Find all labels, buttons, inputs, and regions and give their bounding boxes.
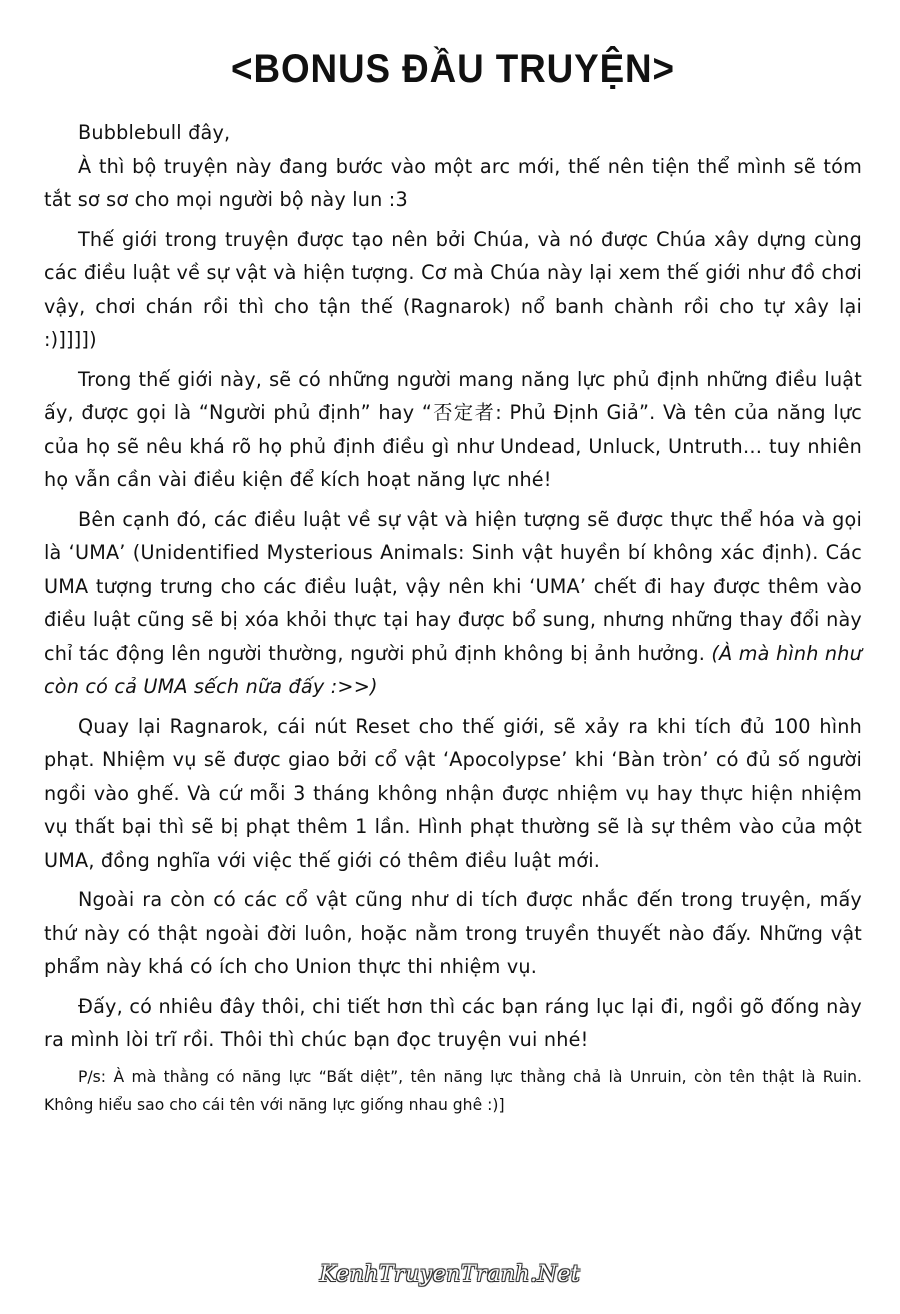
postscript-note: P/s: À mà thằng có năng lực “Bất diệt”, tên năng lực thằng chả là Unruin, còn tên thật là Ruin. Không hiểu sao cho cái tên với năng lực giống nhau ghê :)]: [44, 1067, 862, 1114]
uma-paragraph: [44, 503, 862, 704]
page-title: <BONUS ĐẦU TRUYỆN>: [231, 47, 675, 91]
world-paragraph: Thế giới trong truyện được tạo nên bởi Chúa, và nó được Chúa xây dựng cùng các điều luật về sự vật và hiện tượng. Cơ mà Chúa này lại xem thế giới như đồ chơi vậy, chơi chán rồi thì cho tận thế (Ragnarok) nổ banh chành rồi cho tự xây lại :)]]]]): [44, 227, 862, 351]
uma-aside-note: (À mà hình như còn có cả UMA sếch nữa đấy :>>): [44, 641, 862, 698]
uma-paragraph-text: Bên cạnh đó, các điều luật về sự vật và hiện tượng sẽ được thực thể hóa và gọi là ‘UMA’ (Unidentified Mysterious Animals: Sinh vật huyền bí không xác định). Các UMA tượng trưng cho các điều luật, vậy nên khi ‘UMA’ chết đi hay được thêm vào điều luật cũng sẽ bị xóa khỏi thực tại hay được bổ sung, nhưng những thay đổi này chỉ tác động lên người thường, người phủ định không bị ảnh hưởng.: [44, 507, 862, 665]
greeting-paragraph: Bubblebull đây,: [78, 121, 231, 144]
negator-paragraph: Trong thế giới này, sẽ có những người mang năng lực phủ định những điều luật ấy, được gọi là “Người phủ định” hay “否定者: Phủ Định Giả”. Và tên của năng lực của họ sẽ nêu khá rõ họ phủ định điều gì như Undead, Unluck, Untruth… tuy nhiên họ vẫn cần vài điều kiện để kích hoạt năng lực nhé!: [44, 367, 862, 491]
ragnarok-paragraph: Quay lại Ragnarok, cái nút Reset cho thế giới, sẽ xảy ra khi tích đủ 100 hình phạt. Nhiệm vụ sẽ được giao bởi cổ vật ‘Apocolypse’ khi ‘Bàn tròn’ có đủ số người ngồi vào ghế. Và cứ mỗi 3 tháng không nhận được nhiệm vụ hay thực hiện nhiệm vụ thất bại thì sẽ bị phạt thêm 1 lần. Hình phạt thường sẽ là sự thêm vào của một UMA, đồng nghĩa với việc thế giới có thêm điều luật mới.: [44, 714, 862, 872]
closing-paragraph: Đấy, có nhiêu đây thôi, chi tiết hơn thì các bạn ráng lục lại đi, ngồi gõ đống này ra mình lòi trĩ rồi. Thôi thì chúc bạn đọc truyện vui nhé!: [44, 994, 862, 1051]
artifacts-paragraph: Ngoài ra còn có các cổ vật cũng như di tích được nhắc đến trong truyện, mấy thứ này có thật ngoài đời luôn, hoặc nằm trong truyền thuyết nào đấy. Những vật phẩm này khá có ích cho Union thực thi nhiệm vụ.: [44, 888, 862, 978]
site-watermark: KenhTruyenTranh.Net: [319, 1262, 581, 1287]
intro-paragraph: À thì bộ truyện này đang bước vào một arc mới, thế nên tiện thể mình sẽ tóm tắt sơ sơ cho mọi người bộ này lun :3: [44, 154, 862, 211]
